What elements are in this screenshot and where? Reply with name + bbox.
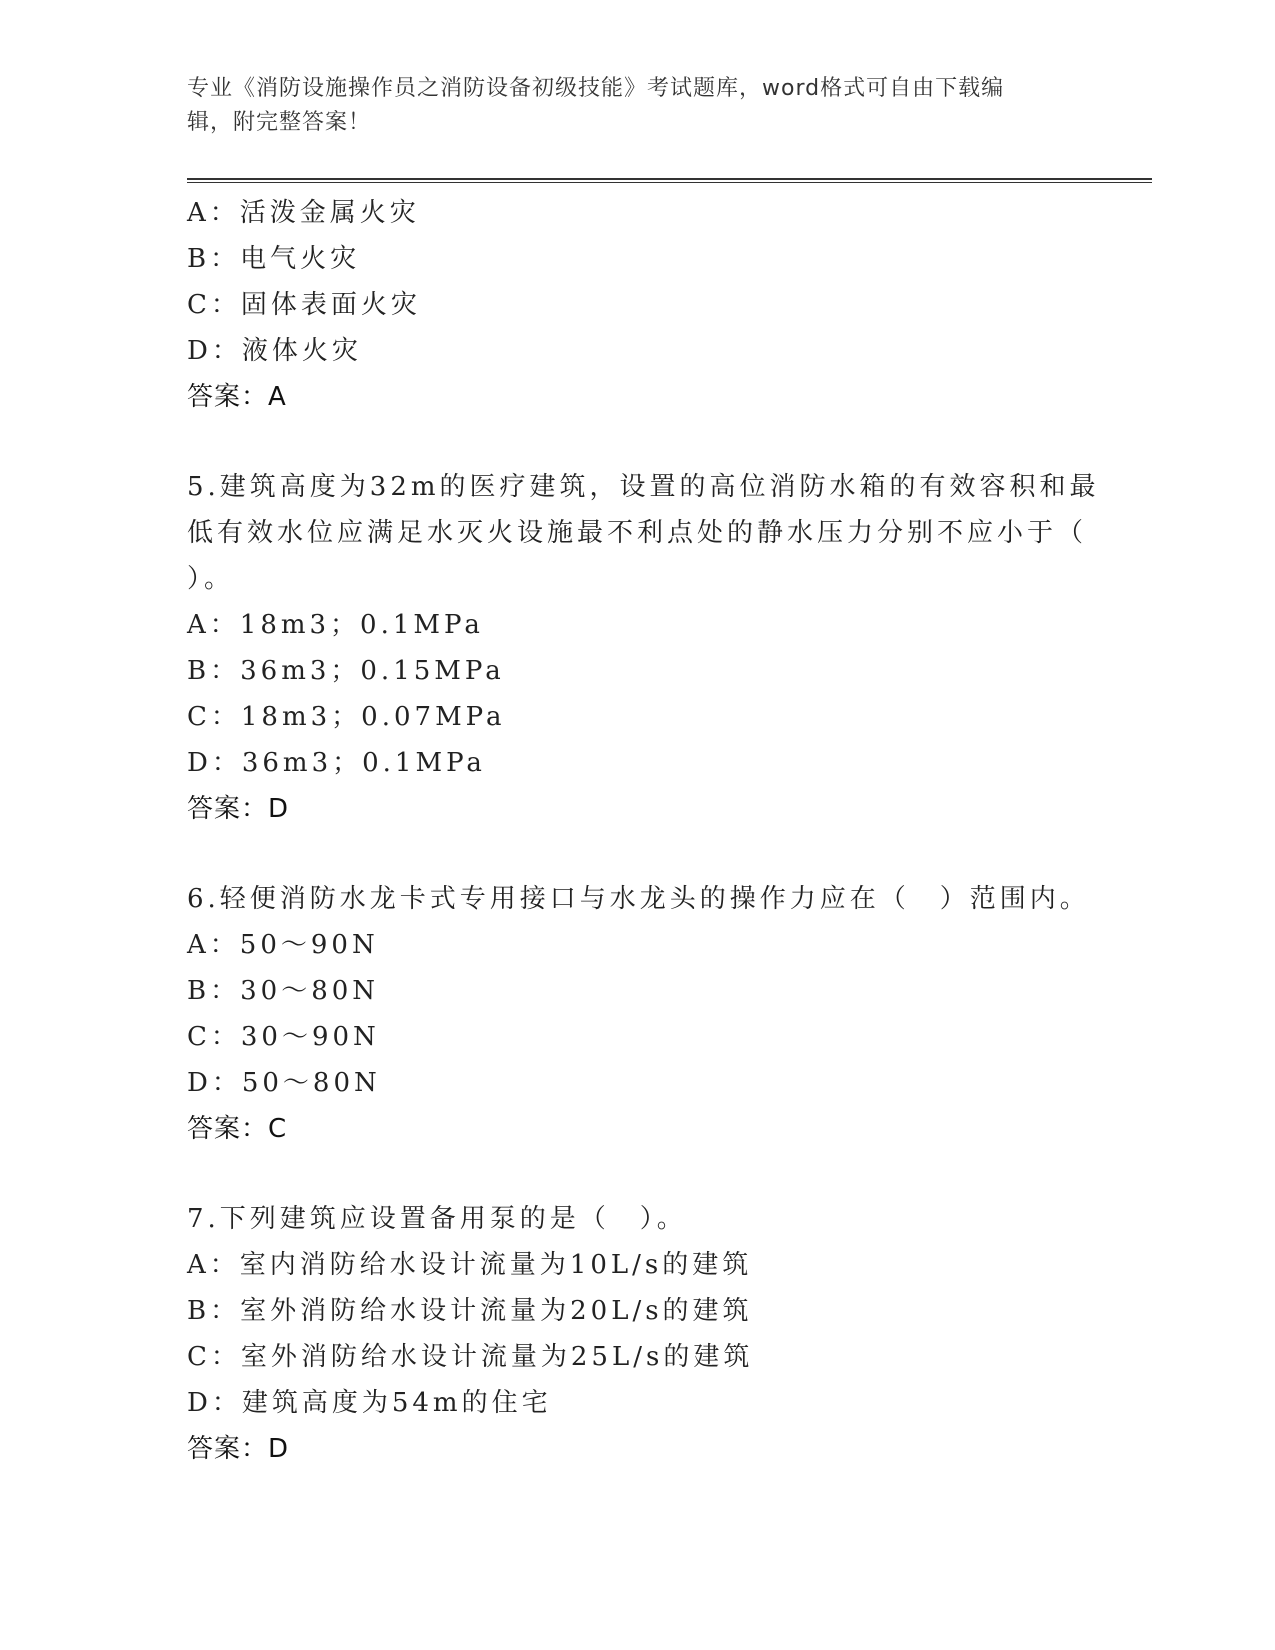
answer-line: 答案：C: [187, 1114, 288, 1144]
question-list: [187, 190, 1100, 1472]
option-d: D：液体火灾: [187, 336, 362, 366]
option-c: C：18m3；0.07MPa: [187, 702, 506, 732]
option-b: B：室外消防给水设计流量为20L/s的建筑: [187, 1296, 753, 1326]
header-line-2: 辑，附完整答案！: [187, 110, 372, 135]
option-b: B：30～80N: [187, 976, 380, 1006]
answer-line: 答案：D: [187, 794, 290, 824]
question-6: [187, 876, 1090, 1152]
header-line-1: 专业《消防设施操作员之消防设备初级技能》考试题库，word格式可自由下载编: [187, 76, 1005, 101]
question-spacer: [187, 420, 1087, 464]
question-5: [187, 464, 1100, 832]
page-header: [187, 72, 1067, 140]
option-c: C：固体表面火灾: [187, 290, 421, 320]
option-a: A：活泼金属火灾: [187, 198, 420, 228]
option-c: C：室外消防给水设计流量为25L/s的建筑: [187, 1342, 754, 1372]
question-spacer: [187, 832, 1087, 876]
option-c: C：30～90N: [187, 1022, 380, 1052]
option-d: D：36m3；0.1MPa: [187, 748, 486, 778]
question-4-continued: [187, 190, 1087, 420]
header-divider: [187, 178, 1152, 183]
option-a: A：18m3；0.1MPa: [187, 610, 484, 640]
option-a: A：50～90N: [187, 930, 379, 960]
option-d: D：50～80N: [187, 1068, 381, 1098]
question-stem: 5.建筑高度为32m的医疗建筑，设置的高位消防水箱的有效容积和最: [187, 472, 1100, 502]
question-stem: 7.下列建筑应设置备用泵的是（ ）。: [187, 1204, 687, 1234]
option-d: D：建筑高度为54m的住宅: [187, 1388, 552, 1418]
question-stem: 低有效水位应满足水灭火设施最不利点处的静水压力分别不应小于（: [187, 518, 1088, 548]
option-b: B：36m3；0.15MPa: [187, 656, 505, 686]
answer-line: 答案：A: [187, 382, 287, 412]
question-7: [187, 1196, 1087, 1472]
question-stem: 6.轻便消防水龙卡式专用接口与水龙头的操作力应在（ ）范围内。: [187, 884, 1090, 914]
question-spacer: [187, 1152, 1087, 1196]
answer-line: 答案：D: [187, 1434, 290, 1464]
question-stem: ）。: [187, 564, 235, 594]
option-b: B：电气火灾: [187, 244, 361, 274]
option-a: A：室内消防给水设计流量为10L/s的建筑: [187, 1250, 753, 1280]
